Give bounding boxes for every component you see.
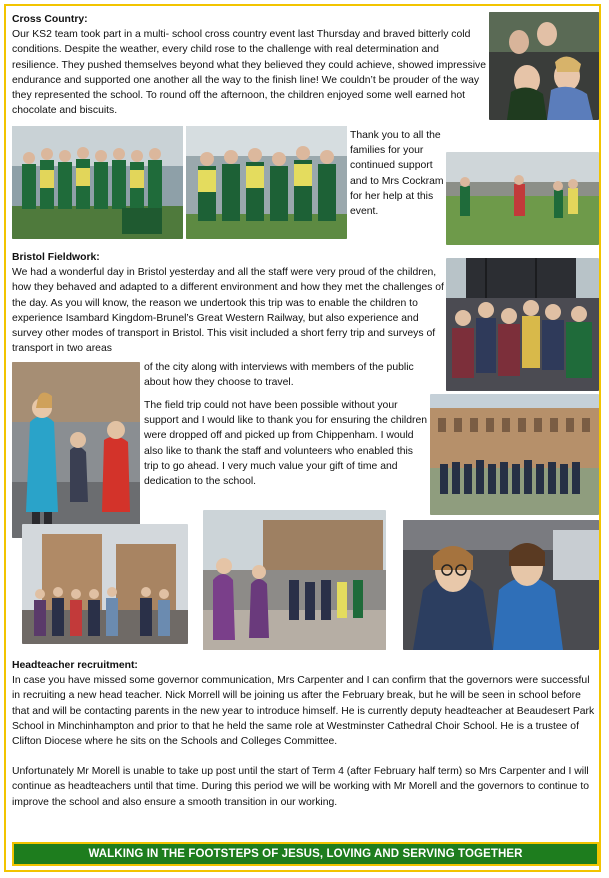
photo-fieldwork-train bbox=[403, 520, 599, 650]
cross-country-heading: Cross Country: bbox=[12, 14, 88, 25]
headteacher-heading: Headteacher recruitment: bbox=[12, 660, 138, 671]
headteacher-section bbox=[12, 658, 599, 810]
fieldwork-thanks-text: The field trip could not have been possible without your support and I would like to thank you for ensuring the children were dropped off and picked up from Chippenham. I would also like to thank the staff and volunteers who enabled this trip to go ahead. I very much value your gift of time and dedication to the school. bbox=[144, 400, 428, 488]
photo-fieldwork-survey bbox=[12, 362, 140, 538]
photo-cross-country-group bbox=[186, 126, 347, 239]
photo-cross-country-race bbox=[446, 152, 599, 245]
cross-country-body: Our KS2 team took part in a multi- school cross country event last Thursday and braved bitterly cold conditions. Despite the weather, every child rose to the challenge with real determination and resilience. They pushed themselves beyond what they believed they could achieve, showed impressive endurance and supported one another all the way to the finish line! We couldn’t be prouder of the way they represented the school. To round off the afternoon, the children enjoyed some well earned hot chocolate and biscuits. bbox=[12, 29, 487, 117]
photo-fieldwork-council-house bbox=[430, 394, 599, 515]
cross-country-thanks bbox=[350, 128, 446, 219]
motto-text: WALKING IN THE FOOTSTEPS OF JESUS, LOVING AND SERVING TOGETHER bbox=[88, 848, 523, 860]
fieldwork-body-cont bbox=[144, 360, 434, 390]
fieldwork-body: We had a wonderful day in Bristol yesterday and all the staff were very proud of the children, how they behaved and adapted to a different environment and how they met the challenges of the day. As you will know, the reason we undertook this trip was to enable the children to experience Isambard Kingdom-Brunel’s Great Western Railway, but also experience and survey other modes of transport in Bristol. This visit included a short ferry trip and surveys of transport in two areas bbox=[12, 267, 444, 355]
cross-country-thanks-text: Thank you to all the families for your continued support and to Mrs Cockram for her help at this event. bbox=[350, 130, 444, 218]
headteacher-body-2: Unfortunately Mr Morell is unable to take up post until the start of Term 4 (after February half term) so Mrs Carpenter and I will continue as headteachers until that time. During this period we will be working with Mr Morell and the governors to continue to improve the school and also ensure a smooth transition in our working. bbox=[12, 766, 589, 808]
fieldwork-heading: Bristol Fieldwork: bbox=[12, 252, 100, 263]
photo-fieldwork-ss-great-britain bbox=[446, 258, 599, 391]
motto-banner bbox=[12, 842, 599, 866]
photo-fieldwork-harbourside bbox=[203, 510, 386, 650]
cross-country-section bbox=[12, 12, 488, 118]
photo-fieldwork-cathedral bbox=[22, 524, 188, 644]
photo-cross-country-selfie bbox=[489, 12, 599, 120]
fieldwork-body-cont-text: of the city along with interviews with members of the public about how they choose to travel. bbox=[144, 362, 414, 389]
fieldwork-section bbox=[12, 250, 444, 356]
fieldwork-thanks bbox=[144, 398, 428, 489]
headteacher-body: In case you have missed some governor communication, Mrs Carpenter and I can confirm that the governors were successful in recruiting a new head teacher. Nick Morrell will be joining us after the February break, but he will be seen in school before that and will be contacting parents in the new year to introduce himself. He is currently deputy headteacher at Beaudesert Park School in Minchinhampton and prior to that he held the same role at Westminster Cathedral Choir School. He is a trustee of Clifton Diocese where he sits on the Schools and Colleges Committee. bbox=[12, 675, 595, 748]
photo-cross-country-team bbox=[12, 126, 183, 239]
